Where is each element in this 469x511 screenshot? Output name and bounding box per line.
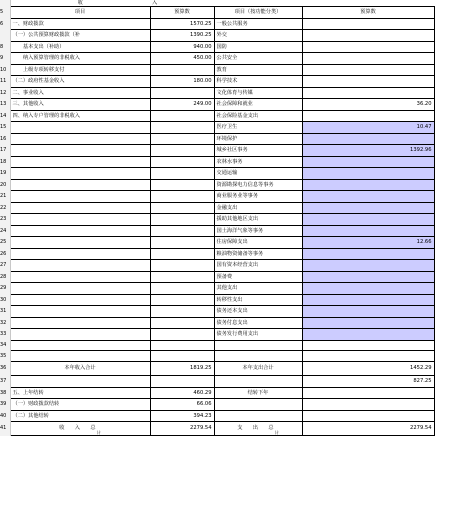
table-row xyxy=(0,214,434,226)
income-budget xyxy=(150,202,214,214)
extra-value: 827.25 xyxy=(302,376,434,388)
income-budget xyxy=(150,145,214,157)
row-number: 21 xyxy=(0,191,10,203)
income-budget xyxy=(150,271,214,283)
income-budget xyxy=(150,133,214,145)
expense-budget xyxy=(302,214,434,226)
table-row xyxy=(0,99,434,111)
row-number: 38 xyxy=(0,387,10,399)
expense-budget xyxy=(302,110,434,122)
income-budget xyxy=(150,260,214,272)
expense-item: 教育 xyxy=(214,64,302,76)
income-total-label: 本年收入合计 xyxy=(10,362,150,376)
row-number: 10 xyxy=(0,64,10,76)
blank-cell xyxy=(10,340,150,351)
expense-item: 公共安全 xyxy=(214,53,302,65)
blank-cell xyxy=(10,376,150,388)
income-item: （一）财政拨款结转 xyxy=(10,399,150,411)
income-item: 四、纳入专户管理的非税收入 xyxy=(10,110,150,122)
expense-budget xyxy=(302,283,434,295)
table-row xyxy=(0,410,434,422)
table-row xyxy=(0,168,434,180)
expense-budget xyxy=(302,18,434,30)
income-item: （二）其他结转 xyxy=(10,410,150,422)
table-row xyxy=(0,225,434,237)
blank-cell xyxy=(302,351,434,362)
expense-item xyxy=(214,410,302,422)
income-budget xyxy=(150,283,214,295)
row-number: 36 xyxy=(0,362,10,376)
table-row xyxy=(0,179,434,191)
table-row xyxy=(0,110,434,122)
expense-budget: 10.47 xyxy=(302,122,434,134)
income-budget: 180.00 xyxy=(150,76,214,88)
blank-cell xyxy=(150,340,214,351)
blank-cell xyxy=(150,376,214,388)
expense-item: 金融支出 xyxy=(214,202,302,214)
expense-item: 农林水事务 xyxy=(214,156,302,168)
income-item: 三、其他收入 xyxy=(10,99,150,111)
expense-item xyxy=(214,399,302,411)
expense-budget xyxy=(302,329,434,341)
income-item xyxy=(10,122,150,134)
row-number: 18 xyxy=(0,156,10,168)
row-number: 15 xyxy=(0,122,10,134)
row-number: 33 xyxy=(0,329,10,341)
expense-item: 国土海洋气象等事务 xyxy=(214,225,302,237)
expense-item: 社会保险基金支出 xyxy=(214,110,302,122)
expense-budget xyxy=(302,202,434,214)
expense-budget xyxy=(302,179,434,191)
table-row xyxy=(0,329,434,341)
header-budget-left: 预算数 xyxy=(150,7,214,19)
income-item xyxy=(10,317,150,329)
expense-item: 外交 xyxy=(214,30,302,42)
blank-cell xyxy=(10,351,150,362)
expense-item: 社会保障和就业 xyxy=(214,99,302,111)
expense-budget xyxy=(302,410,434,422)
table-row xyxy=(0,133,434,145)
table-row xyxy=(0,145,434,157)
expense-budget xyxy=(302,260,434,272)
row-number: 25 xyxy=(0,237,10,249)
row-number: 8 xyxy=(0,41,10,53)
header-item-right: 项目（按功能分类） xyxy=(214,7,302,19)
income-budget xyxy=(150,329,214,341)
income-item xyxy=(10,214,150,226)
expense-item: 交通运输 xyxy=(214,168,302,180)
income-budget xyxy=(150,214,214,226)
income-item: （二）政府性基金收入 xyxy=(10,76,150,88)
income-item xyxy=(10,133,150,145)
header-row xyxy=(0,7,434,19)
row-number: 13 xyxy=(0,99,10,111)
income-budget xyxy=(150,237,214,249)
income-budget xyxy=(150,122,214,134)
income-budget xyxy=(150,64,214,76)
income-item xyxy=(10,191,150,203)
income-budget xyxy=(150,110,214,122)
table-row xyxy=(0,156,434,168)
row-number: 5 xyxy=(0,7,10,19)
expense-budget xyxy=(302,191,434,203)
expense-budget xyxy=(302,41,434,53)
blank-cell xyxy=(302,340,434,351)
income-total-value: 1819.25 xyxy=(150,362,214,376)
row-number: 29 xyxy=(0,283,10,295)
table-row xyxy=(0,260,434,272)
expense-budget xyxy=(302,294,434,306)
expense-budget xyxy=(302,387,434,399)
income-budget xyxy=(150,306,214,318)
expense-item: 转移性支出 xyxy=(214,294,302,306)
expense-budget xyxy=(302,399,434,411)
income-grand-label: 收 入 总 计 xyxy=(10,422,150,436)
expense-item: 其他支出 xyxy=(214,283,302,295)
blank-row xyxy=(0,340,434,351)
income-item: 一、财政拨款 xyxy=(10,18,150,30)
expense-item: 债务还本支出 xyxy=(214,306,302,318)
income-item: 五、上年结转 xyxy=(10,387,150,399)
expense-budget xyxy=(302,76,434,88)
table-row xyxy=(0,399,434,411)
income-item xyxy=(10,283,150,295)
income-item xyxy=(10,306,150,318)
expense-grand-label: 支 出 总 计 xyxy=(214,422,302,436)
table-row xyxy=(0,317,434,329)
row-number: 9 xyxy=(0,53,10,65)
expense-budget xyxy=(302,64,434,76)
income-budget xyxy=(150,294,214,306)
table-row xyxy=(0,271,434,283)
header-budget-right: 预算数 xyxy=(302,7,434,19)
table-row xyxy=(0,376,434,388)
income-budget xyxy=(150,191,214,203)
table-row xyxy=(0,41,434,53)
blank-cell xyxy=(150,351,214,362)
table-row xyxy=(0,387,434,399)
income-budget xyxy=(150,87,214,99)
expense-grand-value: 2279.54 xyxy=(302,422,434,436)
expense-budget xyxy=(302,225,434,237)
expense-item: 预备费 xyxy=(214,271,302,283)
expense-item: 国防 xyxy=(214,41,302,53)
income-budget xyxy=(150,179,214,191)
table-row xyxy=(0,53,434,65)
row-number: 23 xyxy=(0,214,10,226)
income-item xyxy=(10,237,150,249)
expense-total-label: 本年支出合计 xyxy=(214,362,302,376)
table-row xyxy=(0,202,434,214)
table-row xyxy=(0,306,434,318)
totals-row xyxy=(0,362,434,376)
expense-item: 商业服务业等事务 xyxy=(214,191,302,203)
expense-budget: 1392.96 xyxy=(302,145,434,157)
expense-budget: 36.20 xyxy=(302,99,434,111)
expense-total-value: 1452.29 xyxy=(302,362,434,376)
income-item xyxy=(10,202,150,214)
row-number: 30 xyxy=(0,294,10,306)
expense-budget xyxy=(302,248,434,260)
income-budget: 1570.25 xyxy=(150,18,214,30)
income-item xyxy=(10,260,150,272)
row-number: 11 xyxy=(0,76,10,88)
expense-item: 援助其他地区支出 xyxy=(214,214,302,226)
income-item: 二、事业收入 xyxy=(10,87,150,99)
row-number: 37 xyxy=(0,376,10,388)
table-row xyxy=(0,30,434,42)
expense-budget: 12.66 xyxy=(302,237,434,249)
expense-item: 债务发行费用支出 xyxy=(214,329,302,341)
expense-item: 债务付息支出 xyxy=(214,317,302,329)
income-budget xyxy=(150,168,214,180)
expense-item: 科学技术 xyxy=(214,76,302,88)
table-row xyxy=(0,237,434,249)
row-number: 26 xyxy=(0,248,10,260)
blank-row xyxy=(0,351,434,362)
income-budget: 450.00 xyxy=(150,53,214,65)
expense-item: 医疗卫生 xyxy=(214,122,302,134)
table-row xyxy=(0,122,434,134)
table-row xyxy=(0,64,434,76)
income-item xyxy=(10,271,150,283)
expense-item: 住房保障支出 xyxy=(214,237,302,249)
header-item-left: 项目 xyxy=(10,7,150,19)
table-row xyxy=(0,248,434,260)
income-item xyxy=(10,179,150,191)
title-right: 入 xyxy=(152,0,158,6)
income-budget: 940.00 xyxy=(150,41,214,53)
table-row xyxy=(0,76,434,88)
expense-budget xyxy=(302,168,434,180)
expense-budget xyxy=(302,87,434,99)
table-row xyxy=(0,18,434,30)
expense-budget xyxy=(302,133,434,145)
table-row xyxy=(0,191,434,203)
title-left: 收 xyxy=(77,0,83,6)
expense-budget xyxy=(302,53,434,65)
blank-cell xyxy=(214,340,302,351)
grand-total-row xyxy=(0,422,434,436)
blank-cell xyxy=(214,351,302,362)
row-number: 20 xyxy=(0,179,10,191)
expense-item: 城乡社区事务 xyxy=(214,145,302,157)
row-number: 39 xyxy=(0,399,10,411)
row-number: 22 xyxy=(0,202,10,214)
expense-item: 资源勘探电力信息等事务 xyxy=(214,179,302,191)
income-budget: 460.29 xyxy=(150,387,214,399)
income-item xyxy=(10,248,150,260)
row-number: 28 xyxy=(0,271,10,283)
income-item xyxy=(10,294,150,306)
income-item xyxy=(10,145,150,157)
expense-budget xyxy=(302,30,434,42)
expense-budget xyxy=(302,156,434,168)
row-number: 12 xyxy=(0,87,10,99)
income-item: （一）公共预算财政拨款（补 xyxy=(10,30,150,42)
row-number: 16 xyxy=(0,133,10,145)
expense-item: 粮油物资储备等事务 xyxy=(214,248,302,260)
table-row xyxy=(0,294,434,306)
row-number: 14 xyxy=(0,110,10,122)
expense-item: 一般公共服务 xyxy=(214,18,302,30)
row-number: 24 xyxy=(0,225,10,237)
income-budget: 249.00 xyxy=(150,99,214,111)
row-number: 19 xyxy=(0,168,10,180)
row-number: 41 xyxy=(0,422,10,436)
expense-budget xyxy=(302,306,434,318)
income-item xyxy=(10,329,150,341)
income-item xyxy=(10,225,150,237)
table-row xyxy=(0,87,434,99)
income-item: 纳入预算管理的非税收入 xyxy=(10,53,150,65)
income-budget: 394.23 xyxy=(150,410,214,422)
table-row xyxy=(0,283,434,295)
expense-item: 环境保护 xyxy=(214,133,302,145)
expense-item: 文化体育与传媒 xyxy=(214,87,302,99)
income-budget: 66.06 xyxy=(150,399,214,411)
income-budget xyxy=(150,156,214,168)
income-item xyxy=(10,168,150,180)
row-number: 27 xyxy=(0,260,10,272)
row-number: 35 xyxy=(0,351,10,362)
income-item xyxy=(10,156,150,168)
income-budget: 1390.25 xyxy=(150,30,214,42)
row-number: 40 xyxy=(0,410,10,422)
income-budget xyxy=(150,248,214,260)
income-budget xyxy=(150,225,214,237)
expense-item: 国有资本经营支出 xyxy=(214,260,302,272)
income-budget xyxy=(150,317,214,329)
row-number: 31 xyxy=(0,306,10,318)
expense-budget xyxy=(302,317,434,329)
expense-budget xyxy=(302,271,434,283)
blank-cell xyxy=(214,376,302,388)
income-item: 基本支出（补助） xyxy=(10,41,150,53)
row-number: 34 xyxy=(0,340,10,351)
row-number: 17 xyxy=(0,145,10,157)
row-number: 6 xyxy=(0,18,10,30)
row-number: 32 xyxy=(0,317,10,329)
expense-item: 结转下年 xyxy=(214,387,302,399)
row-number xyxy=(0,30,10,42)
income-item: 上级专项转移支付 xyxy=(10,64,150,76)
income-grand-value: 2279.54 xyxy=(150,422,214,436)
